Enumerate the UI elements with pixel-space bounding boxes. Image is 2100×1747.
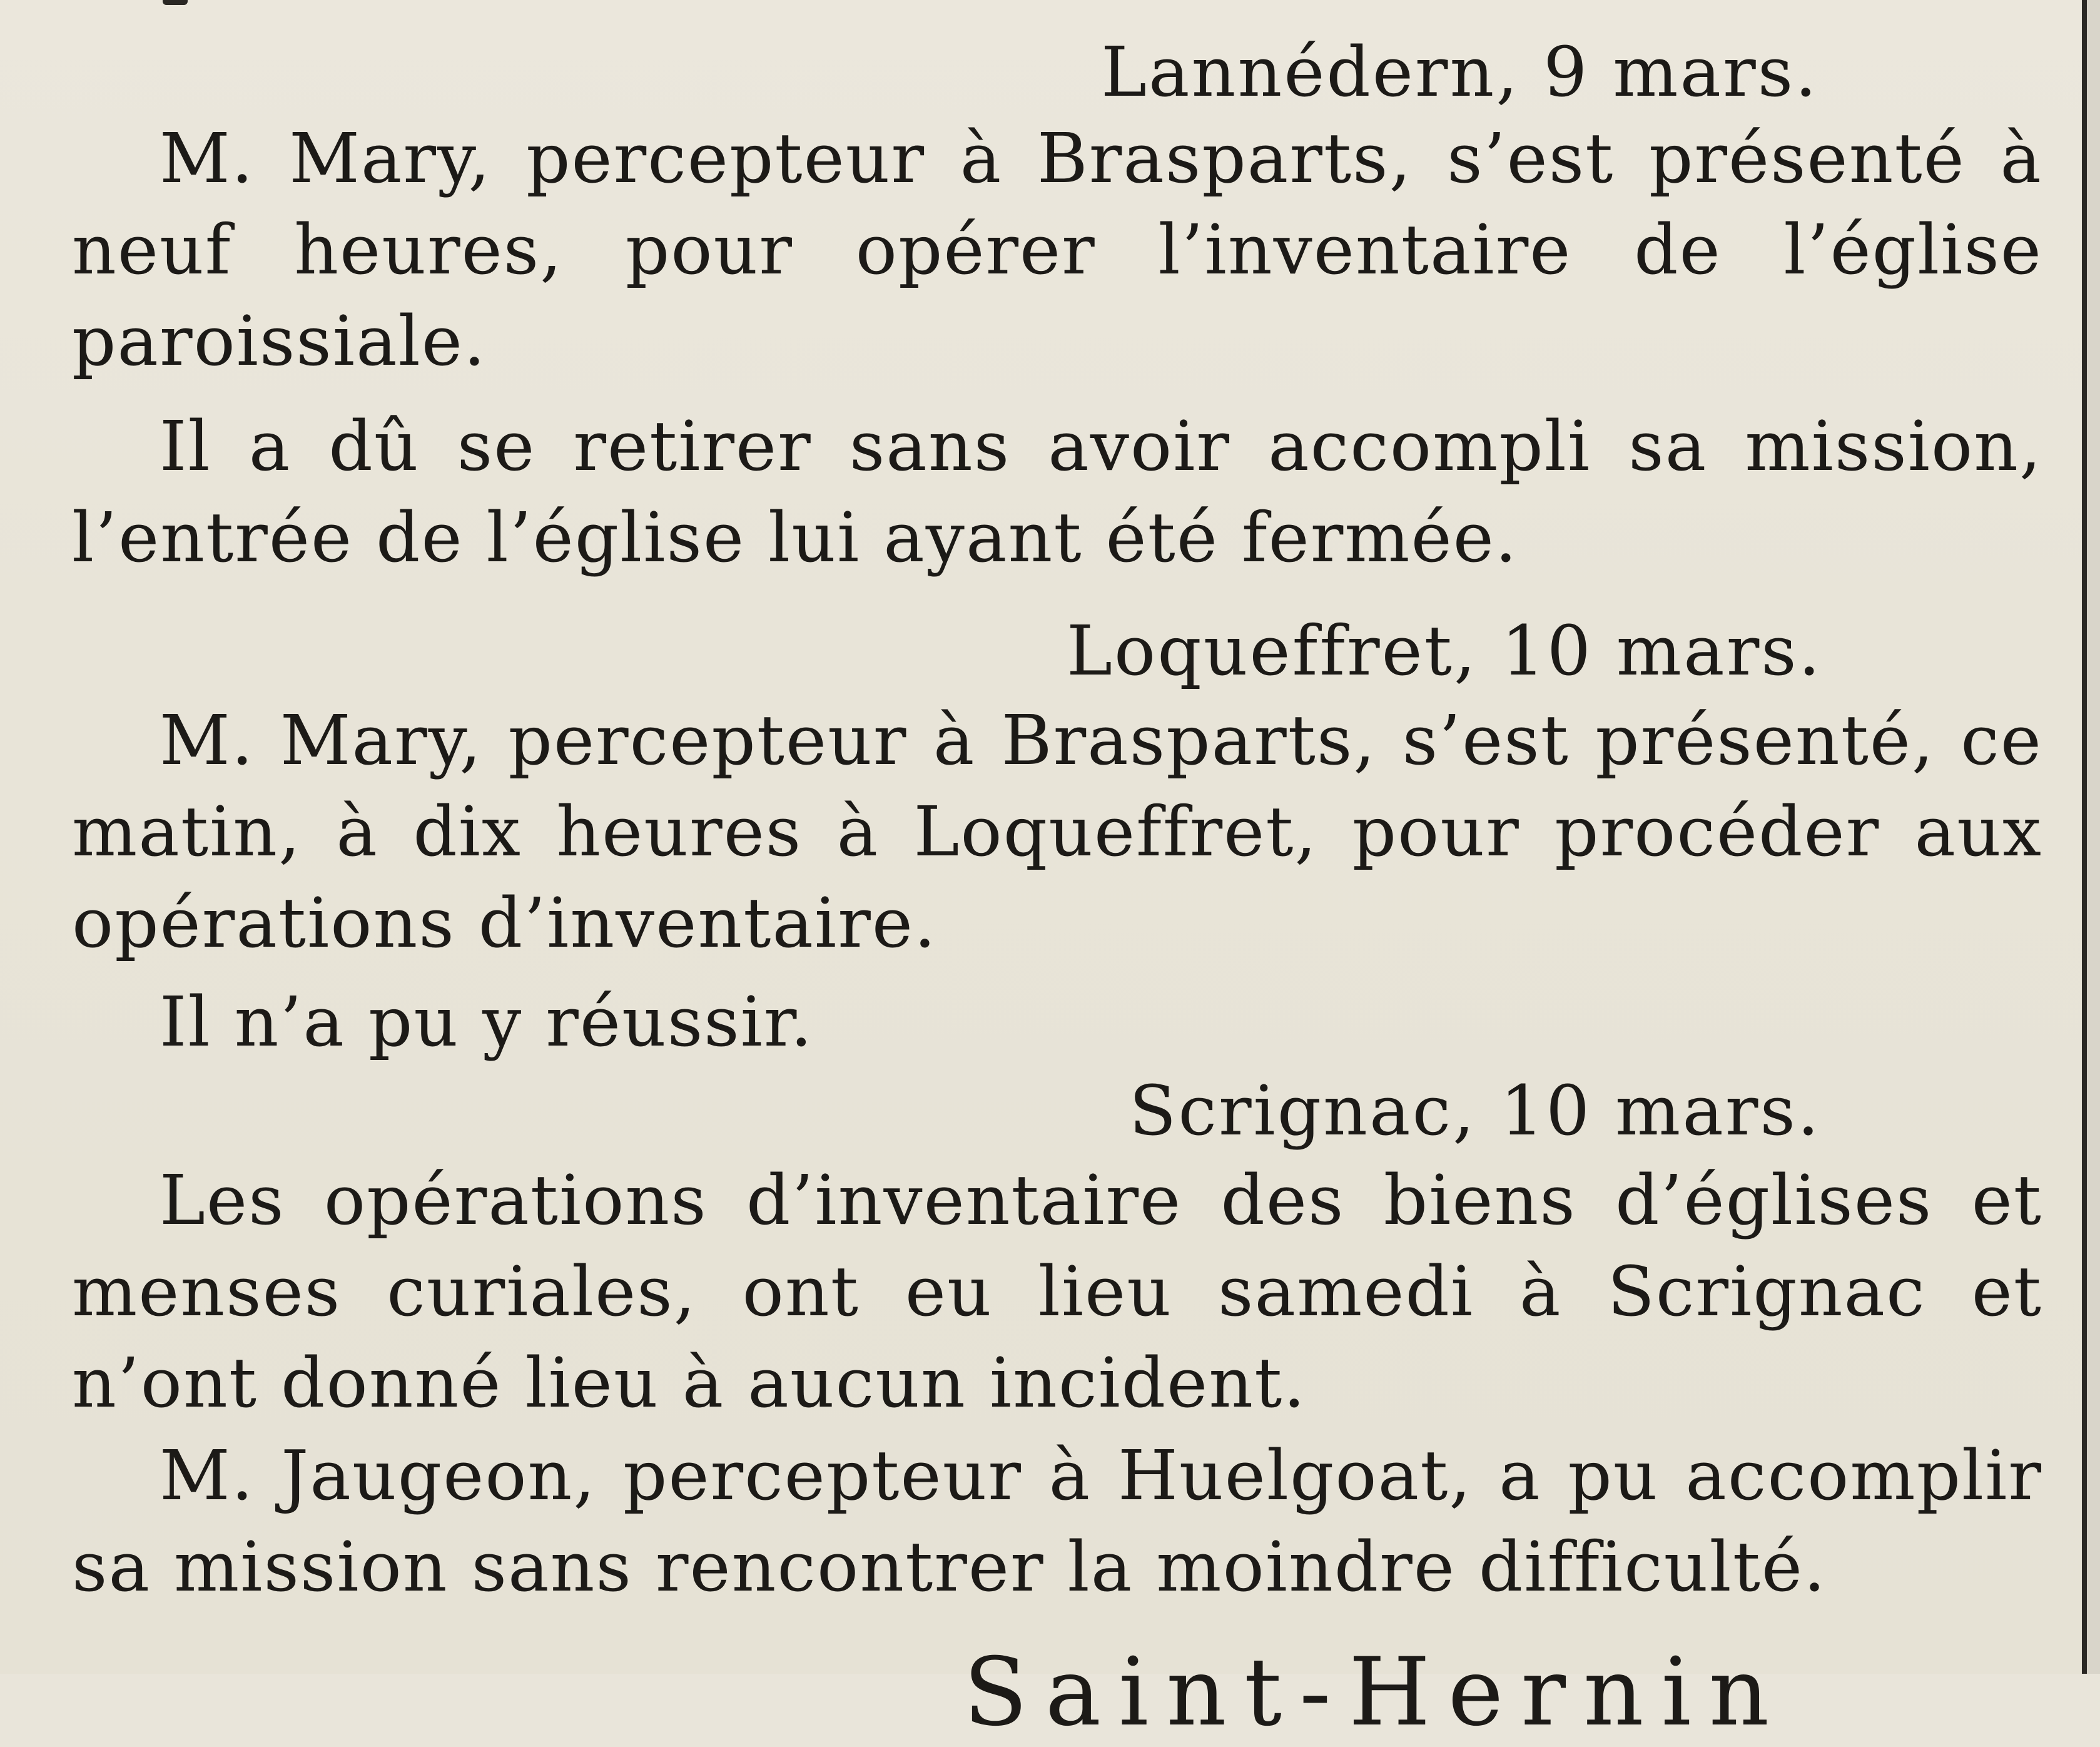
paragraph-lannedern-1-text: M. Mary, percepteur à Brasparts, s’est présenté à neuf heures, pour opérer l’inventaire de l’église paroissiale.: [72, 118, 2042, 381]
right-margin: [2087, 0, 2100, 1674]
paragraph-loqueffret-2-text: Il n’a pu y réussir.: [160, 982, 814, 1062]
paragraph-scrignac-1: [72, 1154, 2042, 1429]
paragraph-loqueffret-1-text: M. Mary, percepteur à Brasparts, s’est présenté, ce matin, à dix heures à Loqueffret, pour procéder aux opérations d’inventaire.: [72, 700, 2042, 963]
dateline-scrignac: Scrignac, 10 mars.: [1129, 1071, 1821, 1151]
paragraph-scrignac-1-text: Les opérations d’inventaire des biens d’églises et menses curiales, ont eu lieu samedi à Scrignac et n’ont donné lieu à aucun incident.: [72, 1160, 2042, 1423]
paragraph-loqueffret-2: [72, 976, 2042, 1067]
paragraph-scrignac-2: [72, 1430, 2042, 1612]
cut-off-next-dateline: Saint-Hernin: [963, 1638, 1787, 1747]
cut-off-top-glyph: [163, 0, 188, 5]
paragraph-loqueffret-1: [72, 695, 2042, 969]
paragraph-lannedern-1: [72, 113, 2042, 387]
column-rule: [2082, 0, 2087, 1674]
dateline-loqueffret: Loqueffret, 10 mars.: [1067, 611, 1822, 691]
paragraph-scrignac-2-text: M. Jaugeon, percepteur à Huelgoat, a pu accomplir sa mission sans rencontrer la moindre difficulté.: [72, 1435, 2042, 1607]
paragraph-lannedern-2-text: Il a dû se retirer sans avoir accompli sa mission, l’entrée de l’église lui ayant été fermée.: [72, 406, 2042, 578]
paragraph-lannedern-2: [72, 400, 2042, 583]
dateline-lannedern: Lannédern, 9 mars.: [1101, 32, 1819, 112]
